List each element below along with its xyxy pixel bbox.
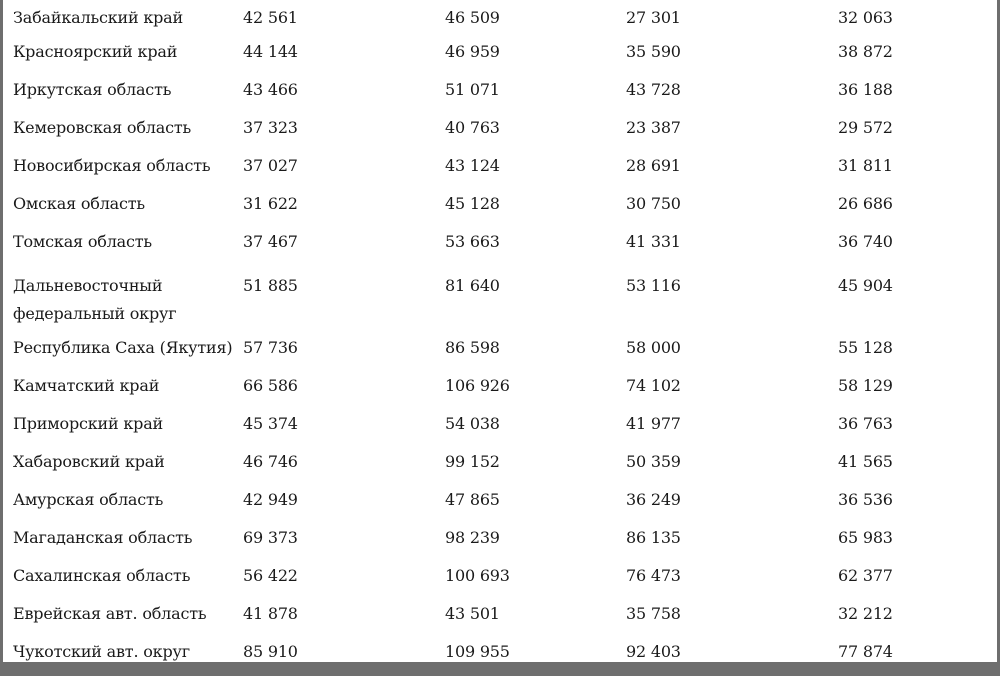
value-col-3: 43 728 <box>626 80 681 99</box>
value-col-3: 36 249 <box>626 490 681 509</box>
value-col-4: 65 983 <box>838 528 893 547</box>
region-name: Новосибирская область <box>13 156 211 175</box>
value-col-2: 45 128 <box>445 194 500 213</box>
region-name: Чукотский авт. округ <box>13 642 190 661</box>
value-col-4: 45 904 <box>838 276 893 295</box>
value-col-2: 47 865 <box>445 490 500 509</box>
table-row <box>3 0 997 38</box>
value-col-4: 36 740 <box>838 232 893 251</box>
region-name: Республика Саха (Якутия) <box>13 338 233 357</box>
table-row <box>3 524 997 562</box>
value-col-1: 51 885 <box>243 276 298 295</box>
value-col-3: 41 331 <box>626 232 681 251</box>
table-row <box>3 152 997 190</box>
value-col-1: 42 561 <box>243 8 298 27</box>
table-row <box>3 600 997 638</box>
value-col-1: 56 422 <box>243 566 298 585</box>
value-col-4: 36 188 <box>838 80 893 99</box>
value-col-3: 28 691 <box>626 156 681 175</box>
value-col-2: 86 598 <box>445 338 500 357</box>
value-col-4: 77 874 <box>838 642 893 661</box>
region-name: Томская область <box>13 232 152 251</box>
table-body <box>3 0 997 676</box>
region-name: Сахалинская область <box>13 566 191 585</box>
table-row <box>3 228 997 266</box>
value-col-1: 31 622 <box>243 194 298 213</box>
table-row <box>3 638 997 676</box>
value-col-3: 35 590 <box>626 42 681 61</box>
value-col-4: 58 129 <box>838 376 893 395</box>
value-col-4: 31 811 <box>838 156 893 175</box>
value-col-4: 32 063 <box>838 8 893 27</box>
value-col-4: 55 128 <box>838 338 893 357</box>
table-row <box>3 266 997 334</box>
value-col-2: 54 038 <box>445 414 500 433</box>
value-col-1: 85 910 <box>243 642 298 661</box>
value-col-1: 41 878 <box>243 604 298 623</box>
value-col-2: 109 955 <box>445 642 510 661</box>
value-col-4: 36 763 <box>838 414 893 433</box>
value-col-4: 36 536 <box>838 490 893 509</box>
region-name: Иркутская область <box>13 80 172 99</box>
value-col-3: 53 116 <box>626 276 681 295</box>
value-col-1: 46 746 <box>243 452 298 471</box>
table-row <box>3 114 997 152</box>
value-col-2: 81 640 <box>445 276 500 295</box>
value-col-3: 74 102 <box>626 376 681 395</box>
value-col-4: 26 686 <box>838 194 893 213</box>
region-name: Омская область <box>13 194 145 213</box>
value-col-2: 51 071 <box>445 80 500 99</box>
region-name: Еврейская авт. область <box>13 604 207 623</box>
table-row <box>3 372 997 410</box>
table-row <box>3 76 997 114</box>
table-row <box>3 334 997 372</box>
value-col-1: 37 323 <box>243 118 298 137</box>
table-row <box>3 38 997 76</box>
value-col-1: 37 027 <box>243 156 298 175</box>
value-col-3: 30 750 <box>626 194 681 213</box>
table-row <box>3 486 997 524</box>
value-col-2: 46 959 <box>445 42 500 61</box>
region-name: Кемеровская область <box>13 118 192 137</box>
value-col-3: 50 359 <box>626 452 681 471</box>
region-name: Приморский край <box>13 414 164 433</box>
region-name: Дальневосточный федеральный округ <box>13 276 177 323</box>
value-col-4: 32 212 <box>838 604 893 623</box>
value-col-4: 62 377 <box>838 566 893 585</box>
document-page <box>3 0 997 662</box>
table-row <box>3 410 997 448</box>
value-col-1: 37 467 <box>243 232 298 251</box>
region-name: Амурская область <box>13 490 164 509</box>
value-col-2: 40 763 <box>445 118 500 137</box>
value-col-4: 41 565 <box>838 452 893 471</box>
value-col-2: 43 501 <box>445 604 500 623</box>
table-row <box>3 190 997 228</box>
salary-table <box>3 0 997 676</box>
value-col-2: 46 509 <box>445 8 500 27</box>
region-name: Магаданская область <box>13 528 193 547</box>
region-name: Хабаровский край <box>13 452 165 471</box>
value-col-1: 44 144 <box>243 42 298 61</box>
value-col-1: 66 586 <box>243 376 298 395</box>
value-col-3: 92 403 <box>626 642 681 661</box>
value-col-1: 45 374 <box>243 414 298 433</box>
table-row <box>3 562 997 600</box>
value-col-1: 42 949 <box>243 490 298 509</box>
value-col-3: 76 473 <box>626 566 681 585</box>
value-col-3: 86 135 <box>626 528 681 547</box>
value-col-1: 69 373 <box>243 528 298 547</box>
value-col-2: 53 663 <box>445 232 500 251</box>
value-col-3: 41 977 <box>626 414 681 433</box>
value-col-3: 35 758 <box>626 604 681 623</box>
value-col-1: 43 466 <box>243 80 298 99</box>
value-col-2: 43 124 <box>445 156 500 175</box>
value-col-4: 29 572 <box>838 118 893 137</box>
value-col-2: 98 239 <box>445 528 500 547</box>
value-col-2: 99 152 <box>445 452 500 471</box>
table-row <box>3 448 997 486</box>
value-col-4: 38 872 <box>838 42 893 61</box>
region-name: Красноярский край <box>13 42 178 61</box>
value-col-2: 100 693 <box>445 566 510 585</box>
region-name: Забайкальский край <box>13 8 183 27</box>
value-col-3: 27 301 <box>626 8 681 27</box>
value-col-2: 106 926 <box>445 376 510 395</box>
value-col-3: 23 387 <box>626 118 681 137</box>
value-col-1: 57 736 <box>243 338 298 357</box>
value-col-3: 58 000 <box>626 338 681 357</box>
region-name: Камчатский край <box>13 376 160 395</box>
